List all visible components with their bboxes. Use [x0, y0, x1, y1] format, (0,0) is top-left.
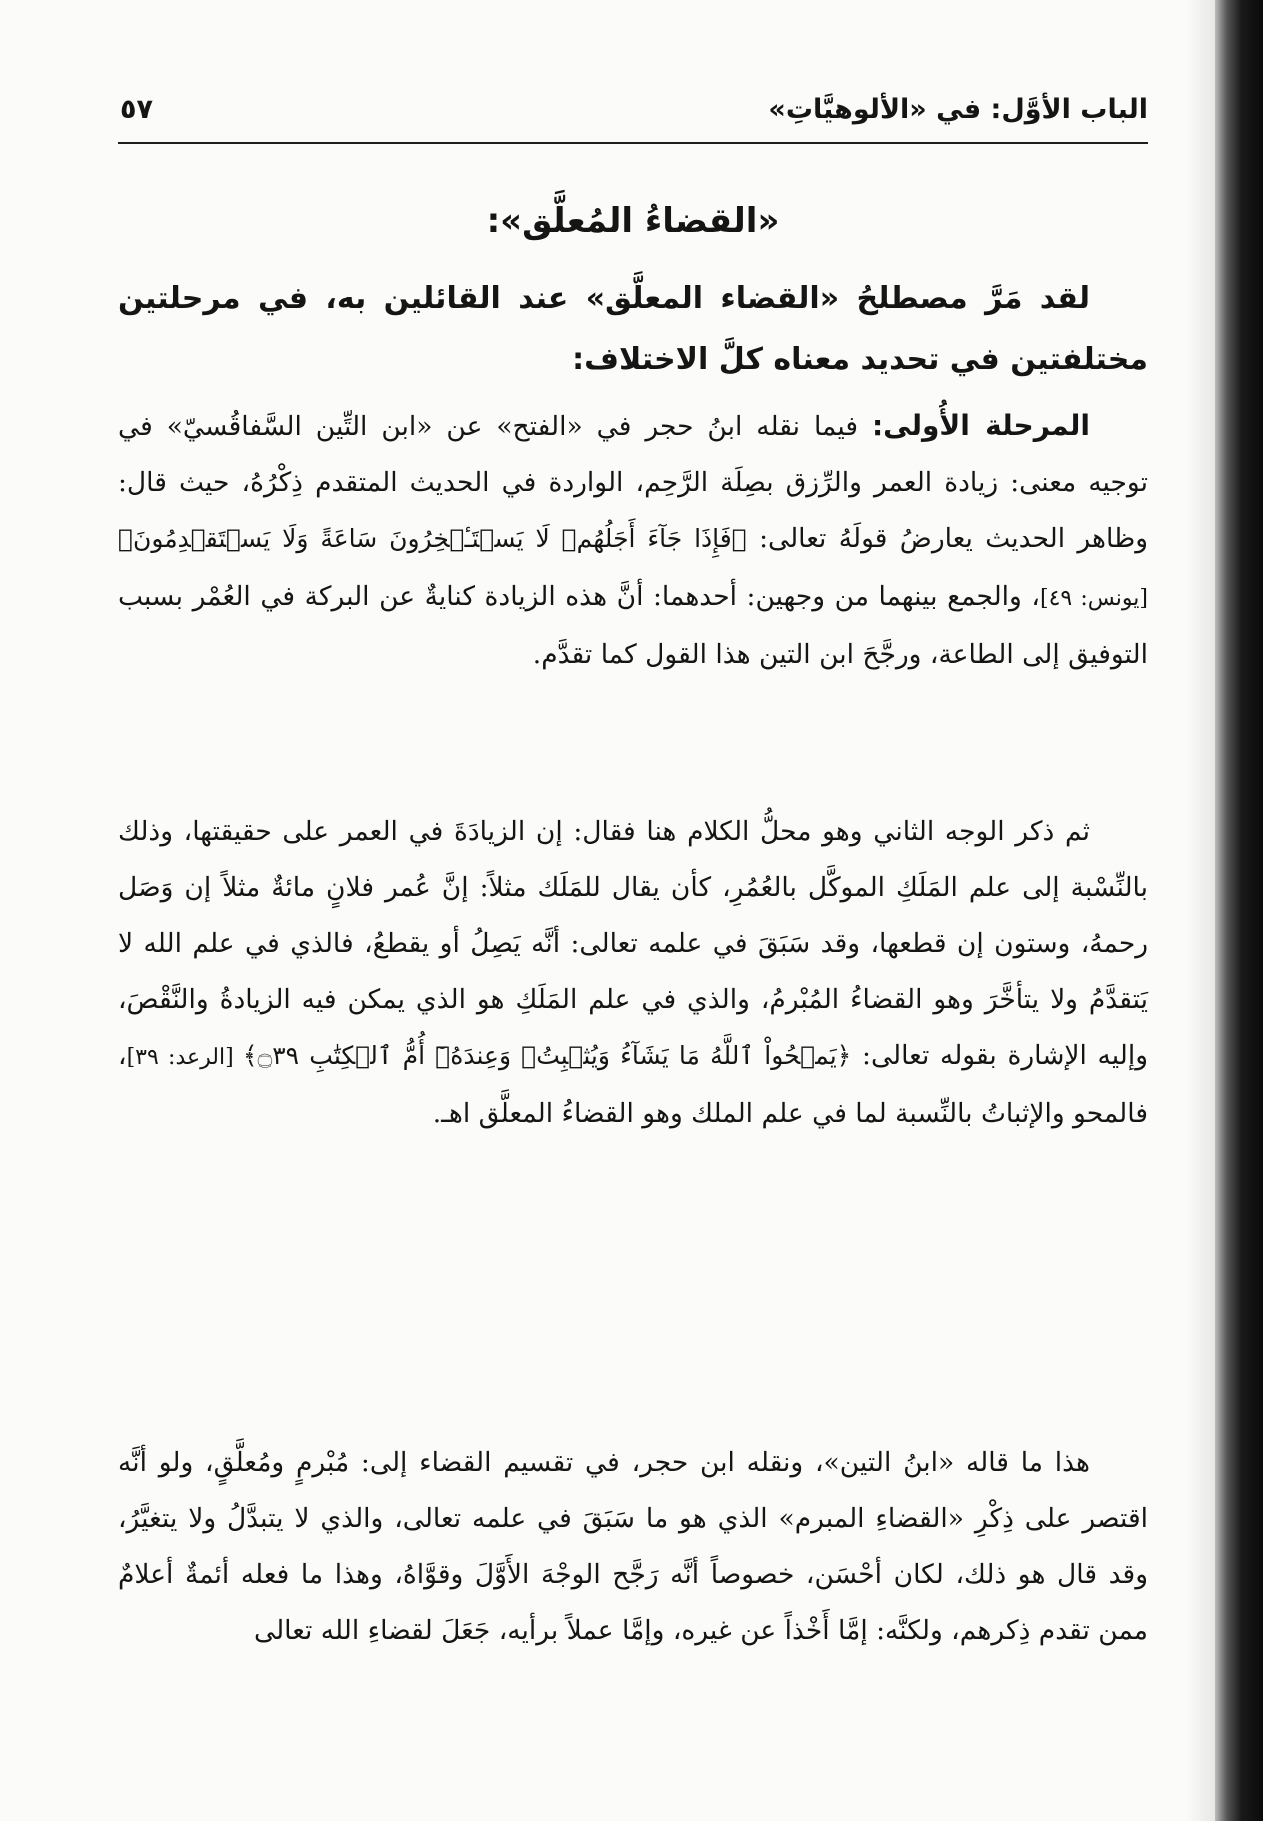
binding-shadow: [1185, 0, 1215, 1821]
paragraph-text: ، والجمع بينهما من وجهين: أحدهما: أنَّ هذه الزيادة كنايةٌ عن البركة في العُمْر بسبب التوفيق إلى الطاعة، ورجَّحَ ابن التين هذا القول كما تقدَّم.: [118, 581, 1148, 670]
paragraph-text: ثم ذكر الوجه الثاني وهو محلُّ الكلام هنا فقال: إن الزيادَةَ في العمر على حقيقتها، وذلك بالنِّسْبة إلى علم المَلَكِ الموكَّل بالعُمُرِ، كأن يقال للمَلَك مثلاً: إنَّ عُمر فلانٍ مائةٌ مثلاً إن وَصَل رحمهُ، وستون إن قطعها، وقد سَبَقَ في علمه تعالى: أنَّه يَصِلُ أو يقطعُ، فالذي في علم الله لا يَتقدَّمُ ولا يتأخَّرَ وهو القضاءُ المُبْرمُ، والذي في علم المَلَكِ هو الذي يمكن فيه الزيادةُ والنَّقْصَ، وإليه الإشارة بقوله تعالى:: [118, 816, 1148, 1071]
paragraph-second-view: [118, 804, 1148, 1142]
paragraph-commentary: هذا ما قاله «ابنُ التين»، ونقله ابن حجر، في تقسيم القضاء إلى: مُبْرمٍ ومُعلَّقٍ، ولو أنَّه اقتصر على ذِكْرِ «القضاءِ المبرم» الذي هو ما سَبَقَ في علمه تعالى، والذي لا يتبدَّلُ ولا يتغيَّرُ، وقد قال هو ذلك، لكان أحْسَن، خصوصاً أنَّه رَجَّح الوجْهَ الأَوَّلَ وقوَّاهُ، وهذا ما فعله أئمةٌ أعلامٌ ممن تقدم ذِكرهم، ولكنَّه: إمَّا أَخْذاً عن غيره، وإمَّا عملاً برأيه، جَعَلَ لقضاءِ الله تعالى: [118, 1447, 1148, 1646]
verse-reference: [يونس: ٤٩]: [1039, 586, 1148, 611]
page-number: ٥٧: [120, 94, 153, 125]
running-header: [118, 88, 1148, 136]
verse-reference: [الرعد: ٣٩]: [126, 1045, 243, 1070]
header-title: الباب الأوَّل: في «الألوهيَّاتِ»: [768, 94, 1148, 125]
quran-verse: ﴿يَمۡحُواْ ٱللَّهُ مَا يَشَآءُ وَيُثۡبِتُۖ وَعِندَهُۥٓ أُمُّ ٱلۡكِتَٰبِ ۝٣٩﴾: [242, 1041, 852, 1070]
paragraph-text: فيما نقله ابنُ حجر في «الفتح» عن «ابن التِّين السَّفاقُسيّ» في توجيه معنى: زيادة العمر والرِّزق بصِلَة الرَّحِم، الواردة في الحديث المتقدم ذِكْرُهُ، حيث قال: وظاهر الحديث يعارضُ قولَهُ تعالى:: [118, 411, 1148, 554]
paragraph-first-stage: [118, 398, 1148, 683]
binding-edge: [1215, 0, 1263, 1821]
paragraph-lead: المرحلة الأُولى:: [871, 409, 1090, 442]
paragraph-text: ، فالمحو والإثباتُ بالنِّسبة لما في علم الملك وهو القضاءُ المعلَّق اهـ.: [118, 1040, 1148, 1129]
intro-paragraph: لقد مَرَّ مصطلحُ «القضاء المعلَّق» عند القائلين به، في مرحلتين مختلفتين في تحديد معناه كلَّ الاختلاف:: [118, 281, 1148, 377]
section-heading: «القضاءُ المُعلَّق»:: [486, 201, 780, 241]
quran-verse: ﴿فَإِذَا جَآءَ أَجَلُهُمۡ لَا يَسۡتَـٔۡخِرُونَ سَاعَةً وَلَا يَسۡتَقۡدِمُونَ﴾: [118, 524, 747, 553]
header-rule: [118, 142, 1148, 144]
